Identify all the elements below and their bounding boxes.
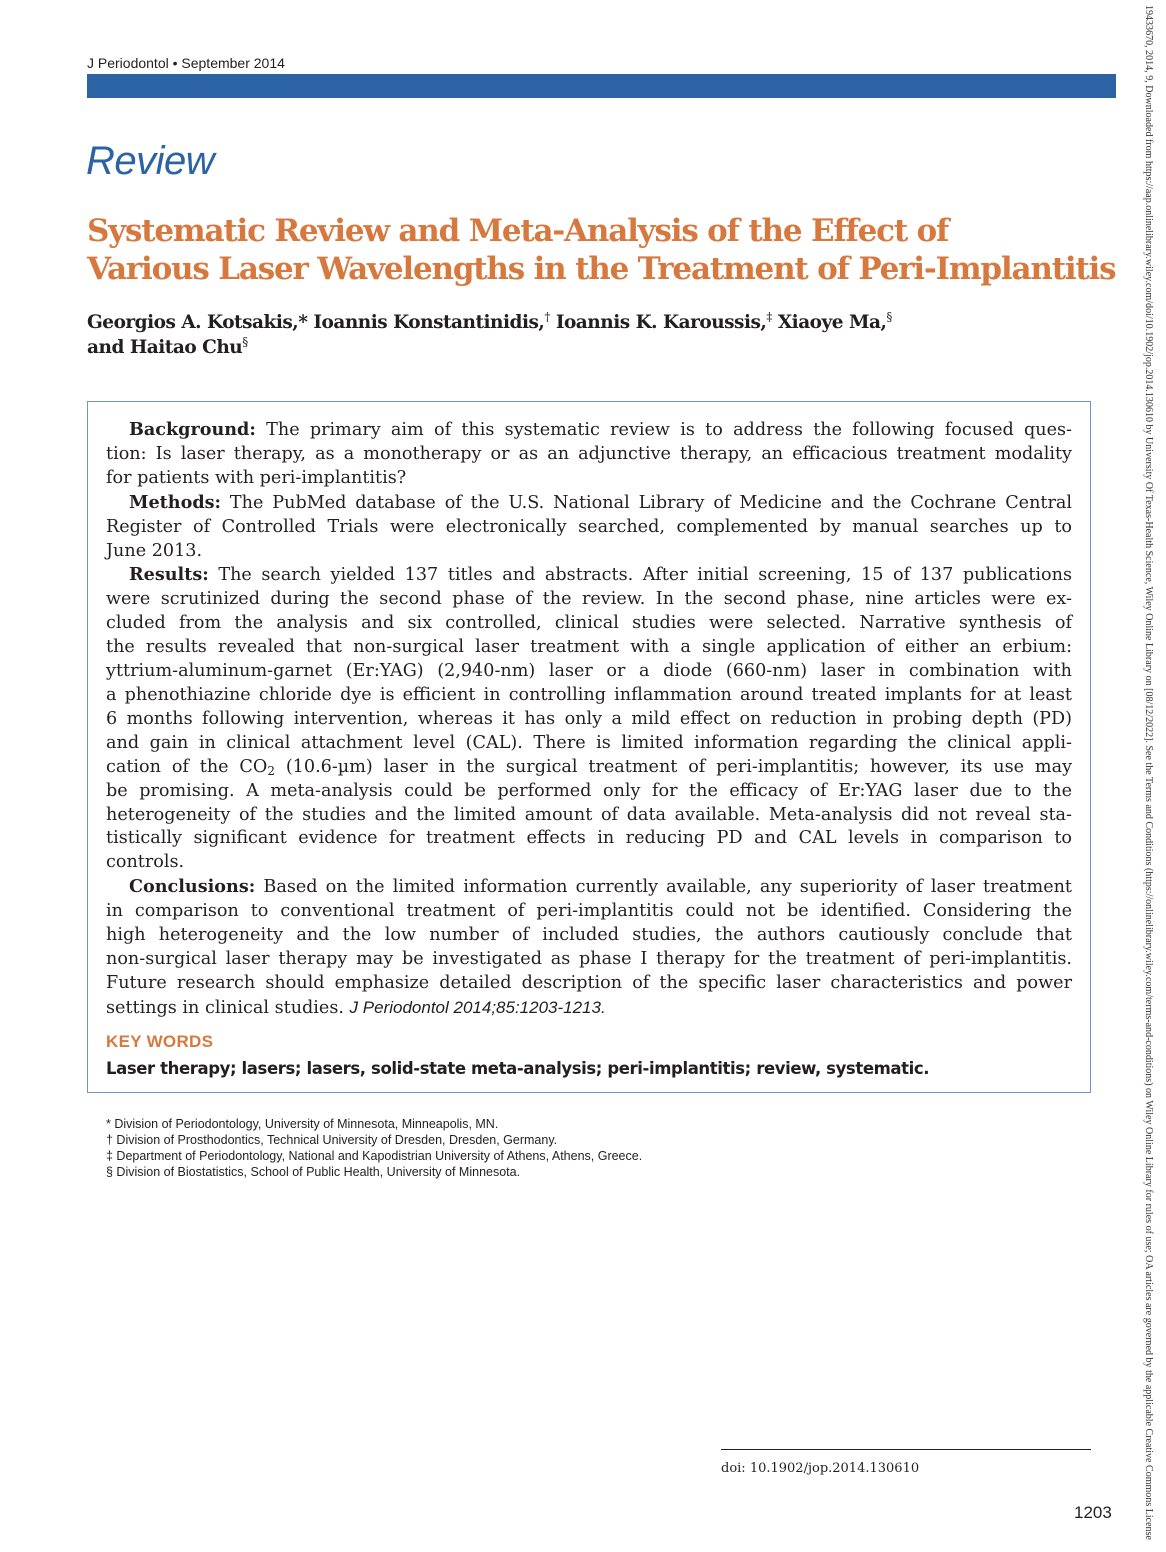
- subscript: 2: [267, 763, 275, 778]
- section-heading: Background:: [129, 419, 256, 440]
- line-text: The search yielded 137 titles and abstracts. After initial screening, 15 of 137 publications: [218, 565, 1072, 586]
- author-name: Xiaoye Ma,: [777, 312, 887, 333]
- abstract-line: high heterogeneity and the low number of included studies, the authors cautiously conclude that: [106, 925, 1072, 946]
- abstract-background: [106, 418, 1072, 491]
- line-text: The primary aim of this systematic review is to address the following focused ques-: [266, 420, 1072, 440]
- doi-divider: [721, 1449, 1091, 1450]
- footnote: ‡ Department of Periodontology, National and Kapodistrian University of Athens, Athens, Greece.: [106, 1149, 643, 1163]
- line-text: settings in clinical studies.: [106, 997, 350, 1018]
- author-name: Ioannis K. Karoussis,: [555, 312, 767, 333]
- abstract-line: the results revealed that non-surgical laser treatment with a single application of either an erbium:: [106, 637, 1072, 658]
- header-bar: [87, 74, 1116, 98]
- abstract-line: non-surgical laser therapy may be investigated as phase I therapy for the treatment of peri-implantitis.: [106, 948, 1072, 969]
- abstract-line: be promising. A meta-analysis could be performed only for the efficacy of Er:YAG laser due to the: [106, 780, 1072, 801]
- author-name: Ioannis Konstantinidis,: [313, 312, 545, 333]
- author-line: [87, 310, 1117, 335]
- abstract-line: were scrutinized during the second phase of the review. In the second phase, nine articles were ex-: [106, 589, 1072, 610]
- author-name: and Haitao Chu: [87, 337, 243, 358]
- abstract-line: in comparison to conventional treatment of peri-implantitis could not be identified. Considering the: [106, 901, 1072, 922]
- section-label: Review: [86, 139, 215, 183]
- abstract-line: [106, 491, 1072, 516]
- line-text: (10.6-µm) laser in the surgical treatment of peri-implantitis; however, its use may: [274, 756, 1073, 777]
- abstract-line: tistically significant evidence for treatment effects in reducing PD and CAL levels in comparison to: [106, 828, 1072, 849]
- abstract-line: a phenothiazine chloride dye is efficient in controlling inflammation around treated implants for at least: [106, 684, 1072, 705]
- line-text: cation of the CO: [106, 756, 268, 777]
- affiliation-mark: ‡: [766, 310, 772, 324]
- doi: doi: 10.1902/jop.2014.130610: [721, 1461, 920, 1476]
- author-line: [87, 335, 1117, 360]
- section-heading: Results:: [129, 564, 209, 586]
- author-list: [87, 310, 1117, 360]
- abstract-line: [106, 563, 1072, 588]
- footnote: § Division of Biostatistics, School of Public Health, University of Minnesota.: [106, 1165, 521, 1179]
- abstract-line: [106, 996, 1072, 1021]
- abstract-conclusions: [106, 875, 1072, 1020]
- abstract-methods: [106, 491, 1072, 564]
- abstract-line: June 2013.: [106, 540, 203, 561]
- citation: J Periodontol 2014;85:1203-1213.: [349, 997, 606, 1017]
- section-heading: Conclusions:: [129, 876, 256, 898]
- article-title: [87, 212, 1117, 288]
- download-notice-text: 19433670, 2014, 9, Downloaded from https://aap.onlinelibrary.wiley.com/doi/10.1902/jop.2014.130610 by University Of Texas-Health Science, Wiley Online Library on [08/12/2022]. See the Terms and Conditions (https://onlinelibrary.wiley.com/terms-and-conditions) on Wiley Online Library for rules of use; OA articles are governed by the applicable Creative Commons License: [1143, 5, 1154, 1540]
- abstract-line: yttrium-aluminum-garnet (Er:YAG) (2,940-nm) laser or a diode (660-nm) laser in combination with: [106, 661, 1072, 682]
- keywords: Laser therapy; lasers; lasers, solid-state meta-analysis; peri-implantitis; review, systematic.: [106, 1058, 930, 1078]
- abstract-line: [106, 875, 1072, 900]
- abstract-line: controls.: [106, 852, 185, 873]
- abstract-line: Register of Controlled Trials were electronically searched, complemented by manual searches up to: [106, 516, 1072, 537]
- abstract-line: and gain in clinical attachment level (CAL). There is limited information regarding the clinical appli-: [106, 732, 1072, 753]
- abstract-line: 6 months following intervention, whereas it has only a mild effect on reduction in probing depth (PD): [106, 708, 1072, 729]
- abstract: [106, 418, 1072, 1021]
- abstract-line: heterogeneity of the studies and the limited amount of data available. Meta-analysis did not reveal sta-: [106, 804, 1072, 825]
- abstract-line: tion: Is laser therapy, as a monotherapy or as an adjunctive therapy, an efficacious treatment modality: [106, 443, 1072, 464]
- affiliation-mark: †: [544, 310, 550, 324]
- keywords-heading: KEY WORDS: [106, 1031, 214, 1051]
- page-number: 1203: [1074, 1503, 1112, 1522]
- section-heading: Methods:: [129, 491, 222, 513]
- running-head: J Periodontol • September 2014: [87, 55, 285, 71]
- affiliation-mark: *: [298, 312, 308, 333]
- footnote: * Division of Periodontology, University of Minnesota, Minneapolis, MN.: [106, 1117, 499, 1131]
- download-notice: [1141, 5, 1155, 1550]
- title-line: Various Laser Wavelengths in the Treatment of Peri-Implantitis: [87, 251, 1116, 287]
- abstract-line: [106, 756, 1072, 780]
- affiliation-mark: §: [242, 335, 248, 349]
- abstract-line: for patients with peri-implantitis?: [106, 467, 407, 488]
- title-line: Systematic Review and Meta-Analysis of the Effect of: [87, 213, 949, 249]
- abstract-content: [106, 418, 1072, 1080]
- footnote: † Division of Prosthodontics, Technical University of Dresden, Dresden, Germany.: [106, 1133, 558, 1147]
- abstract-results: [106, 563, 1072, 875]
- abstract-line: cluded from the analysis and six controlled, clinical studies were selected. Narrative synthesis of: [106, 613, 1072, 634]
- line-text: Based on the limited information currently available, any superiority of laser treatment: [263, 877, 1073, 898]
- abstract-line: Future research should emphasize detailed description of the specific laser characteristics and power: [106, 972, 1072, 993]
- affiliation-footnotes: [106, 1116, 642, 1180]
- author-name: Georgios A. Kotsakis,: [87, 312, 299, 333]
- line-text: The PubMed database of the U.S. National Library of Medicine and the Cochrane Central: [229, 492, 1072, 513]
- affiliation-mark: §: [886, 310, 892, 324]
- abstract-line: [106, 418, 1072, 443]
